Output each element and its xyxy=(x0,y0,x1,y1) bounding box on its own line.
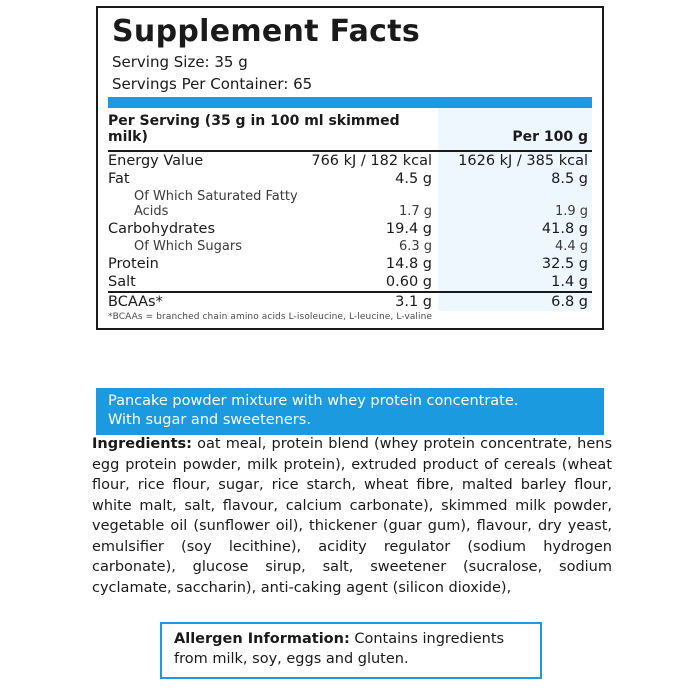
description-line-2: With sugar and sweeteners. xyxy=(108,411,311,428)
row-per100-value: 4.4 g xyxy=(438,238,592,255)
allergen-text: Contains ingredients from milk, soy, eggs and gluten. xyxy=(174,631,505,667)
nutrition-table-head xyxy=(108,108,592,151)
table-row xyxy=(108,255,592,273)
table-row xyxy=(108,220,592,238)
nutrition-table-wrapper xyxy=(98,108,602,328)
row-label: Protein xyxy=(108,256,159,272)
row-label: Of Which Saturated Fatty Acids xyxy=(134,189,298,219)
row-serving-value: 766 kJ / 182 kcal xyxy=(311,153,432,169)
table-header-row xyxy=(108,108,592,151)
description-line-1: Pancake powder mixture with whey protein concentrate. xyxy=(108,393,519,409)
supplement-facts-panel xyxy=(96,6,604,330)
ingredients-text: oat meal, protein blend (whey protein concentrate, hens egg protein powder, milk protein), extruded product of cereals (wheat flour, rice flour, sugar, rice starch, wheat fibre, malted barley flour, white malt, salt, flavour, calcium carbonate), skimmed milk powder, vegetable oil (sunflower oil), thickener (guar gum), flavour, dry yeast, emulsifier (soy lecithine), acidity regulator (sodium hydrogen carbonate), glucose sirup, salt, sweetener (sucralose, sodium cyclamate, saccharin), anti-caking agent (silicon dioxide), xyxy=(92,436,612,597)
serving-size-line: Serving Size: 35 g xyxy=(112,52,248,71)
row-label: Fat xyxy=(108,171,130,187)
row-serving-value: 14.8 g xyxy=(385,256,432,272)
row-label: Energy Value xyxy=(108,153,204,169)
row-per100-value: 41.8 g xyxy=(438,220,592,238)
row-serving-value: 4.5 g xyxy=(395,171,432,187)
nutrition-table-body xyxy=(108,151,592,311)
table-row xyxy=(108,273,592,292)
row-serving-value: 1.7 g xyxy=(398,204,432,219)
table-row-bcaa xyxy=(108,292,592,311)
row-label: Of Which Sugars xyxy=(134,239,242,254)
ingredients-section xyxy=(92,434,612,599)
row-label: BCAAs* xyxy=(108,294,163,310)
table-row xyxy=(108,151,592,170)
servings-per-container-line: Servings Per Container: 65 xyxy=(112,74,313,93)
row-serving-value: 19.4 g xyxy=(385,221,432,237)
product-description-banner xyxy=(96,388,604,435)
row-per100-value: 1.4 g xyxy=(438,273,592,292)
row-per100-value: 8.5 g xyxy=(438,170,592,188)
nutrition-table xyxy=(108,108,592,311)
table-row xyxy=(108,188,592,220)
row-per100-value: 32.5 g xyxy=(438,255,592,273)
panel-title: Supplement Facts xyxy=(112,14,421,49)
row-per100-value: 1626 kJ / 385 kcal xyxy=(438,151,592,170)
row-label: Salt xyxy=(108,273,310,292)
header-per-100g: Per 100 g xyxy=(438,108,592,151)
row-serving-value: 3.1 g xyxy=(395,294,432,310)
table-row xyxy=(108,238,592,255)
table-row xyxy=(108,170,592,188)
row-per100-value: 6.8 g xyxy=(438,292,592,311)
ingredients-label: Ingredients: xyxy=(92,436,192,452)
bcaa-footnote: *BCAAs = branched chain amino acids L-isoleucine, L-leucine, L-valine xyxy=(108,312,433,322)
allergen-information-box xyxy=(160,622,542,679)
row-serving-value: 0.60 g xyxy=(310,273,438,292)
allergen-label: Allergen Information: xyxy=(174,631,350,647)
row-per100-value: 1.9 g xyxy=(438,188,592,220)
row-label: Carbohydrates xyxy=(108,221,216,237)
blue-divider-bar xyxy=(108,97,592,108)
header-per-serving: Per Serving (35 g in 100 ml skimmed milk) xyxy=(108,108,438,151)
row-serving-value: 6.3 g xyxy=(398,239,432,254)
